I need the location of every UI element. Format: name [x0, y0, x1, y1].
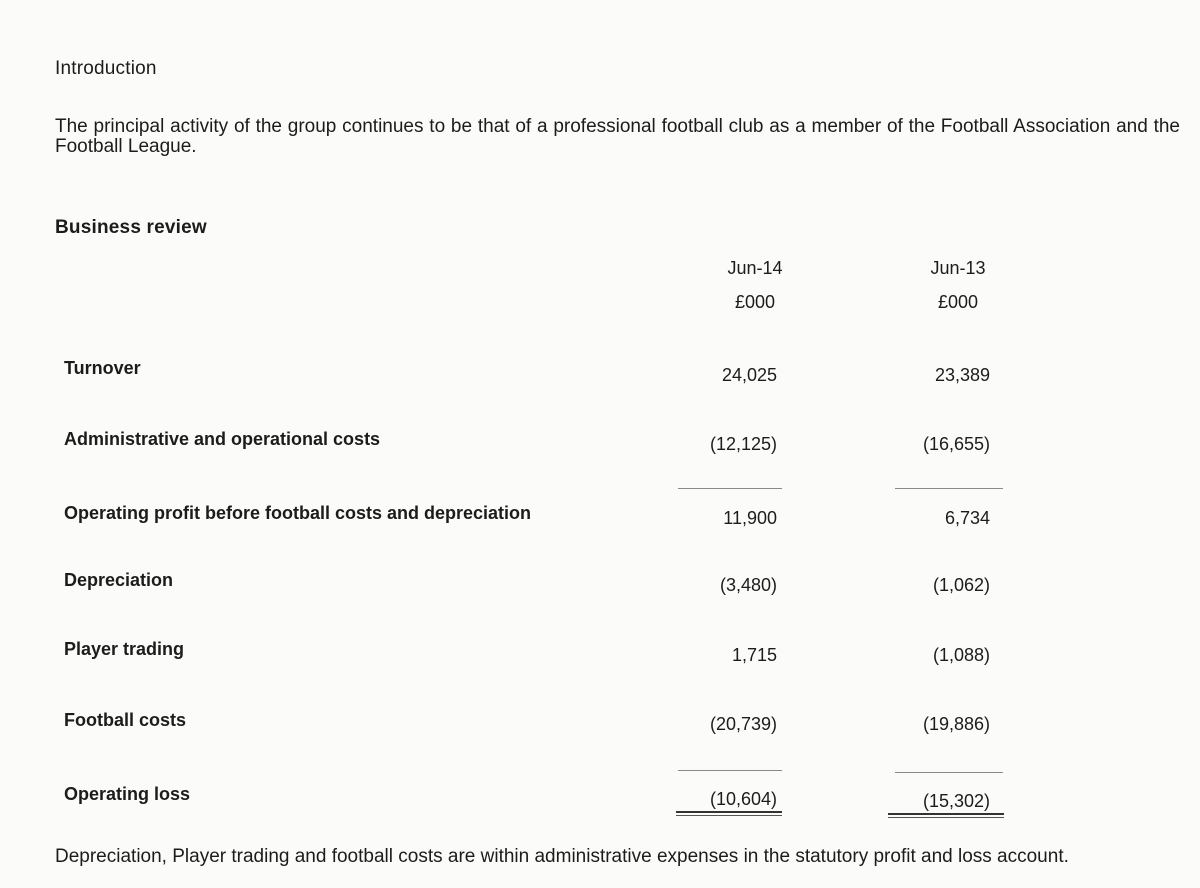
column-unit: £000	[734, 292, 776, 312]
row-label: Operating loss	[64, 784, 191, 804]
value-jun13: 6,734	[944, 508, 990, 528]
column-period: Jun-14	[727, 258, 783, 278]
value-jun13: (15,302)	[922, 791, 990, 811]
value-jun14: (20,739)	[709, 714, 777, 734]
value-jun14: 24,025	[721, 365, 777, 385]
subtotal-rule	[895, 488, 1003, 489]
column-unit: £000	[937, 292, 979, 312]
double-underline	[888, 813, 1004, 818]
row-label: Administrative and operational costs	[64, 429, 381, 449]
value-jun13: (1,088)	[932, 645, 990, 665]
introduction-paragraph: The principal activity of the group continues to be that of a professional football club as a member of the Football Association and the Football League.	[55, 116, 1180, 157]
footer-note: Depreciation, Player trading and football costs are within administrative expenses in the statutory profit and loss account.	[55, 846, 1069, 867]
value-jun14: (3,480)	[719, 575, 777, 595]
column-period: Jun-13	[930, 258, 986, 278]
introduction-heading: Introduction	[55, 58, 157, 79]
row-label: Depreciation	[64, 570, 174, 590]
business-review-heading: Business review	[55, 217, 207, 238]
total-rule	[895, 772, 1003, 773]
value-jun13: (1,062)	[932, 575, 990, 595]
subtotal-rule	[678, 488, 782, 489]
value-jun14: (10,604)	[709, 789, 777, 809]
double-underline	[676, 811, 782, 816]
value-jun13: (16,655)	[922, 434, 990, 454]
value-jun13: (19,886)	[922, 714, 990, 734]
row-label: Operating profit before football costs and depreciation	[64, 503, 532, 523]
value-jun14: 1,715	[731, 645, 777, 665]
row-label: Turnover	[64, 358, 141, 378]
value-jun14: (12,125)	[709, 434, 777, 454]
value-jun14: 11,900	[723, 508, 777, 528]
value-jun13: 23,389	[934, 365, 990, 385]
row-label: Player trading	[64, 639, 185, 659]
row-label: Football costs	[64, 710, 187, 730]
total-rule	[678, 770, 782, 771]
